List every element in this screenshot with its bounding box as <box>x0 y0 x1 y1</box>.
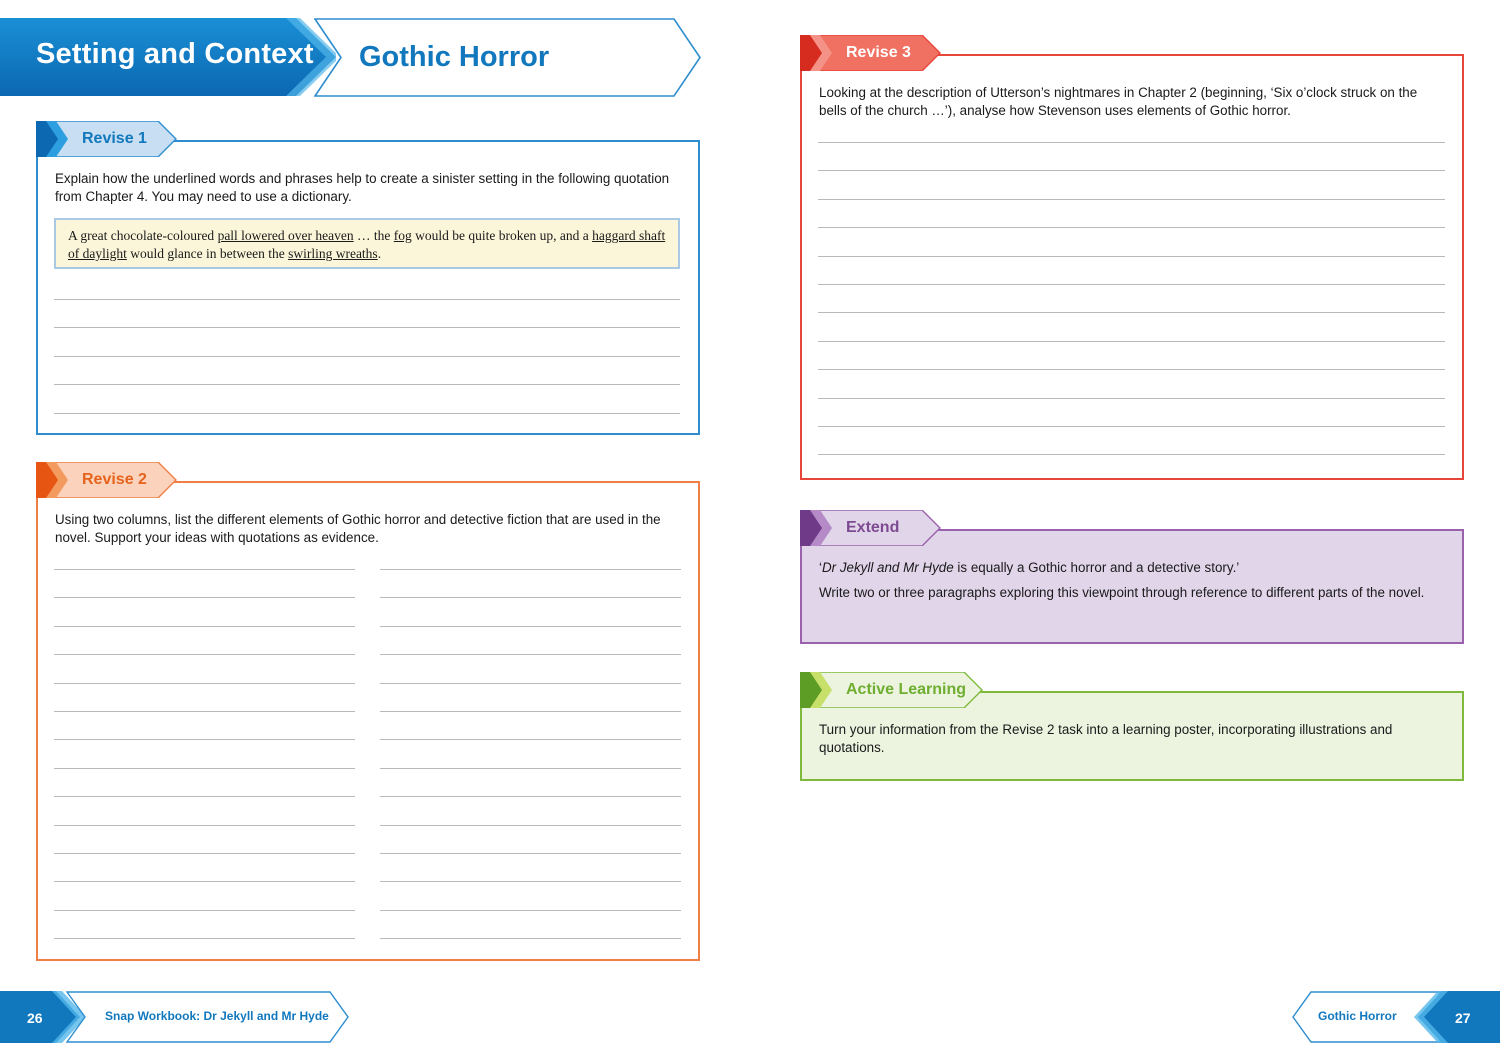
answer-line[interactable] <box>380 597 681 598</box>
answer-line[interactable] <box>54 683 355 684</box>
section-title: Setting and Context <box>36 38 314 70</box>
extend-quote-title: Dr Jekyll and Mr Hyde <box>821 560 954 575</box>
extend-quote-open: ‘ <box>819 560 822 575</box>
answer-line[interactable] <box>54 825 355 826</box>
answer-line[interactable] <box>54 853 355 854</box>
answer-line[interactable] <box>54 739 355 740</box>
answer-line[interactable] <box>54 711 355 712</box>
revise1-label: Revise 1 <box>82 130 147 147</box>
extend-quote-rest: is equally a Gothic horror and a detective story.’ <box>953 560 1240 575</box>
answer-line[interactable] <box>818 142 1445 143</box>
revise3-instruction: Looking at the description of Utterson’s nightmares in Chapter 2 (beginning, ‘Six o’clock struck on the bells of the church …’), analyse how Stevenson uses elements of Gothic horror. <box>819 85 1418 118</box>
answer-line[interactable] <box>54 626 355 627</box>
answer-line[interactable] <box>380 881 681 882</box>
answer-line[interactable] <box>818 256 1445 257</box>
quote-underlined: swirling wreaths <box>288 246 378 261</box>
revise1-quotation <box>54 218 680 269</box>
topic-title: Gothic Horror <box>359 41 550 73</box>
answer-line[interactable] <box>818 341 1445 342</box>
revise1-answer-lines[interactable] <box>54 299 680 419</box>
answer-line[interactable] <box>818 454 1445 455</box>
answer-line[interactable] <box>54 881 355 882</box>
answer-line[interactable] <box>54 299 680 300</box>
answer-line[interactable] <box>380 654 681 655</box>
answer-line[interactable] <box>818 199 1445 200</box>
footer-left-title: Snap Workbook: Dr Jekyll and Mr Hyde <box>105 1009 329 1023</box>
answer-line[interactable] <box>380 569 681 570</box>
quote-text: … the <box>353 228 394 243</box>
answer-line[interactable] <box>380 910 681 911</box>
answer-line[interactable] <box>54 356 680 357</box>
answer-line[interactable] <box>380 938 681 939</box>
answer-line[interactable] <box>54 569 355 570</box>
answer-line[interactable] <box>818 227 1445 228</box>
quote-underlined: pall lowered over heaven <box>217 228 354 243</box>
answer-line[interactable] <box>380 711 681 712</box>
answer-line[interactable] <box>818 312 1445 313</box>
revise1-instruction: Explain how the underlined words and phrases help to create a sinister setting in the following quotation from Chapter 4. You may need to use a dictionary. <box>55 171 670 204</box>
answer-line[interactable] <box>54 413 680 414</box>
answer-line[interactable] <box>380 796 681 797</box>
revise2-instruction: Using two columns, list the different elements of Gothic horror and detective fiction that are used in the novel. Support your ideas with quotations as evidence. <box>55 512 661 545</box>
answer-line[interactable] <box>380 825 681 826</box>
quote-underlined: fog <box>393 228 412 243</box>
answer-line[interactable] <box>54 768 355 769</box>
revise2-column2-lines[interactable] <box>380 569 681 949</box>
active-learning-instruction: Turn your information from the Revise 2 task into a learning poster, incorporating illustrations and quotations. <box>819 722 1393 755</box>
revise2-column1-lines[interactable] <box>54 569 355 949</box>
answer-line[interactable] <box>818 369 1445 370</box>
extend-instruction: Write two or three paragraphs exploring this viewpoint through reference to different parts of the novel. <box>819 585 1425 600</box>
answer-line[interactable] <box>54 796 355 797</box>
active-learning-label: Active Learning <box>846 681 967 698</box>
answer-line[interactable] <box>54 910 355 911</box>
answer-line[interactable] <box>54 938 355 939</box>
answer-line[interactable] <box>54 384 680 385</box>
answer-line[interactable] <box>380 626 681 627</box>
footer-right-page-number: 27 <box>1455 1010 1471 1026</box>
footer-left-page-number: 26 <box>27 1010 43 1026</box>
answer-line[interactable] <box>818 398 1445 399</box>
quote-text: would be quite broken up, and a <box>411 228 593 243</box>
answer-line[interactable] <box>818 284 1445 285</box>
revise2-label: Revise 2 <box>82 471 147 488</box>
answer-line[interactable] <box>380 853 681 854</box>
revise3-label: Revise 3 <box>846 44 911 61</box>
answer-line[interactable] <box>380 683 681 684</box>
extend-label: Extend <box>846 519 900 536</box>
footer-right-title: Gothic Horror <box>1318 1009 1397 1023</box>
answer-line[interactable] <box>54 654 355 655</box>
answer-line[interactable] <box>54 597 355 598</box>
answer-line[interactable] <box>54 327 680 328</box>
quote-underlined: haggard shaft of daylight <box>68 228 666 261</box>
answer-line[interactable] <box>380 739 681 740</box>
answer-line[interactable] <box>818 170 1445 171</box>
quote-text: . <box>377 246 382 261</box>
quote-text: A great chocolate-coloured <box>68 228 218 243</box>
answer-line[interactable] <box>818 426 1445 427</box>
revise3-answer-lines[interactable] <box>818 142 1445 462</box>
quote-text: would glance in between the <box>126 246 289 261</box>
extend-quote <box>819 559 1439 577</box>
answer-line[interactable] <box>380 768 681 769</box>
